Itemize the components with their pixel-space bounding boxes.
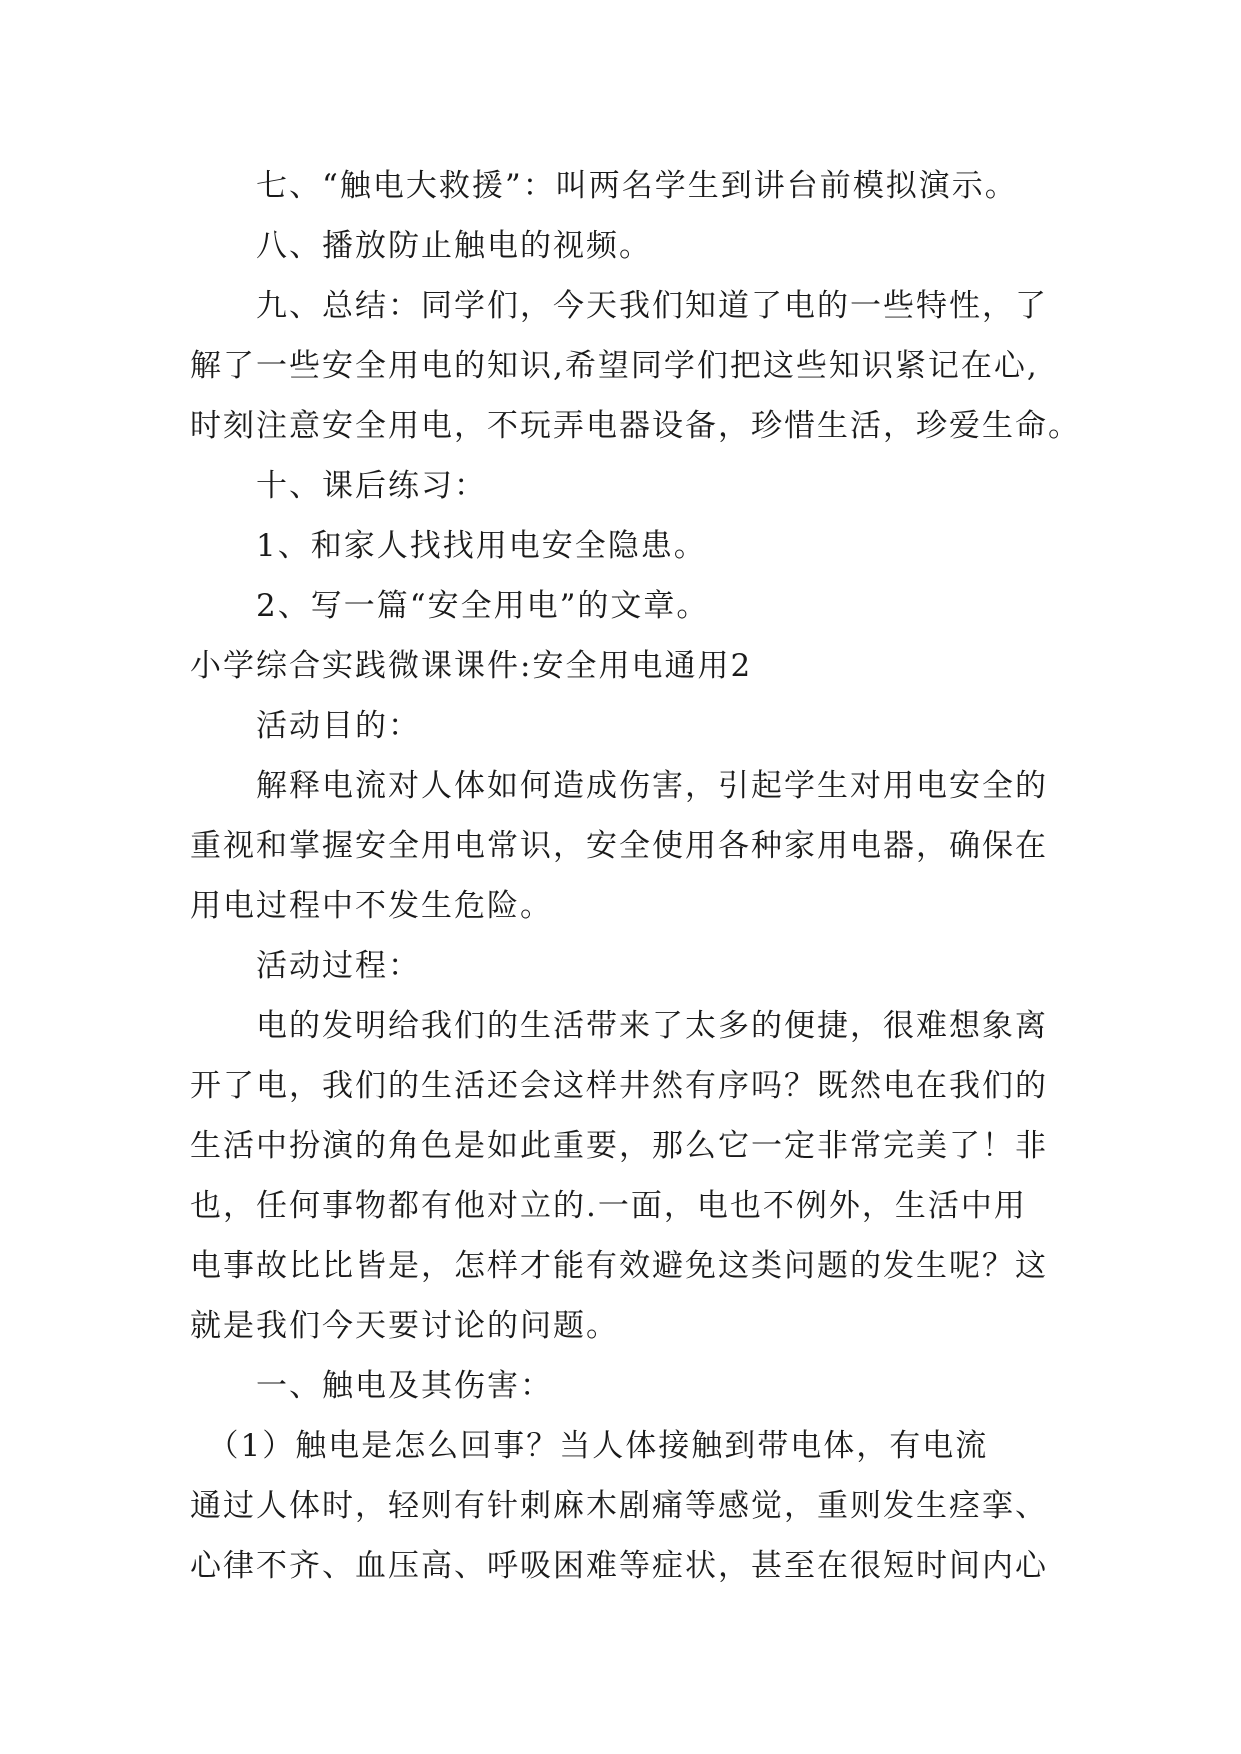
body-line: 一、触电及其伤害： (190, 1368, 553, 1404)
body-line: 时刻注意安全用电，不玩弄电器设备，珍惜生活，珍爱生命。 (190, 408, 1081, 444)
body-line: （1）触电是怎么回事？当人体接触到带电体，有电流 (190, 1428, 989, 1464)
body-line: 活动过程： (190, 948, 421, 984)
body-line: 七、“触电大救援”：叫两名学生到讲台前模拟演示。 (190, 168, 1018, 204)
body-line: 生活中扮演的角色是如此重要，那么它一定非常完美了！非 (190, 1128, 1048, 1164)
body-line: 也，任何事物都有他对立的.一面，电也不例外，生活中用 (190, 1188, 1027, 1224)
body-line: 开了电，我们的生活还会这样井然有序吗？既然电在我们的 (190, 1068, 1048, 1104)
section-heading: 小学综合实践微课课件:安全用电通用2 (190, 648, 753, 684)
body-line: 重视和掌握安全用电常识，安全使用各种家用电器，确保在 (190, 828, 1048, 864)
body-line: 1、和家人找找用电安全隐患。 (190, 528, 707, 564)
body-line: 电的发明给我们的生活带来了太多的便捷，很难想象离 (190, 1008, 1048, 1044)
body-line: 心律不齐、血压高、呼吸困难等症状，甚至在很短时间内心 (190, 1548, 1048, 1584)
body-line: 十、课后练习： (190, 468, 487, 504)
body-line: 用电过程中不发生危险。 (190, 888, 553, 924)
body-line: 八、播放防止触电的视频。 (190, 228, 652, 264)
body-line: 九、总结：同学们，今天我们知道了电的一些特性，了 (190, 288, 1048, 324)
body-line: 解了一些安全用电的知识,希望同学们把这些知识紧记在心, (190, 348, 1039, 384)
body-line: 就是我们今天要讨论的问题。 (190, 1308, 619, 1344)
body-line: 电事故比比皆是，怎样才能有效避免这类问题的发生呢？这 (190, 1248, 1048, 1284)
body-line: 解释电流对人体如何造成伤害，引起学生对用电安全的 (190, 768, 1048, 804)
body-line: 通过人体时，轻则有针刺麻木剧痛等感觉，重则发生痉挛、 (190, 1488, 1048, 1524)
body-line: 2、写一篇“安全用电”的文章。 (190, 588, 710, 624)
body-line: 活动目的： (190, 708, 421, 744)
